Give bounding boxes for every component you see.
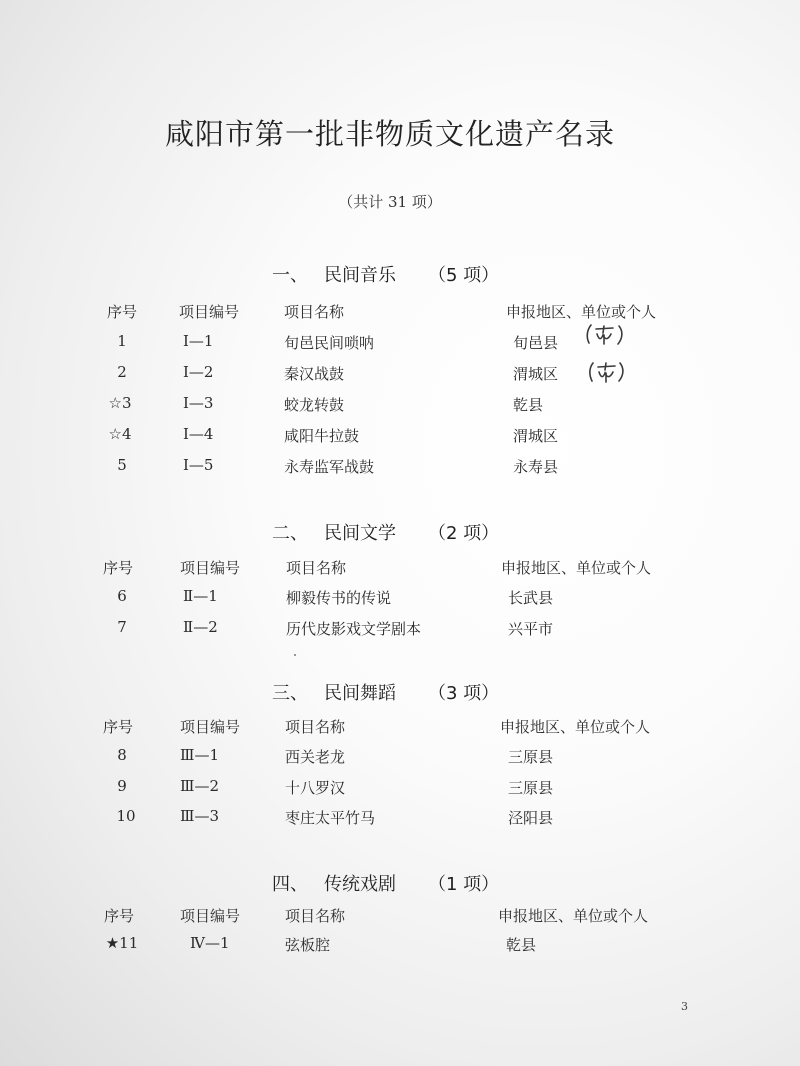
section-number: 三、 bbox=[272, 683, 308, 704]
row-seq: 1 bbox=[117, 332, 127, 350]
table-row bbox=[0, 746, 800, 768]
row-seq: 9 bbox=[117, 777, 127, 795]
row-code: Ⅰ—1 bbox=[183, 332, 214, 350]
row-region: 三原县 bbox=[508, 748, 554, 766]
row-name: 秦汉战鼓 bbox=[284, 365, 345, 383]
section-count: （1 项） bbox=[428, 874, 500, 895]
header-region: 申报地区、单位或个人 bbox=[506, 303, 657, 321]
section-number: 二、 bbox=[272, 523, 308, 544]
row-seq: ☆3 bbox=[108, 394, 132, 412]
row-seq: 8 bbox=[117, 746, 127, 764]
table-row bbox=[0, 332, 800, 354]
row-seq: 10 bbox=[116, 807, 136, 825]
row-name: 蛟龙转鼓 bbox=[284, 396, 345, 414]
row-region: 渭城区 bbox=[513, 365, 559, 383]
table-row bbox=[0, 456, 800, 478]
column-header-row bbox=[0, 301, 800, 323]
section-name: 民间文学 bbox=[324, 523, 396, 544]
row-code: Ⅲ—3 bbox=[180, 807, 220, 825]
row-name: 旬邑民间唢呐 bbox=[284, 334, 375, 352]
header-region: 申报地区、单位或个人 bbox=[501, 559, 652, 577]
section-heading bbox=[272, 870, 499, 896]
section-heading bbox=[272, 519, 499, 545]
row-seq: 6 bbox=[117, 587, 127, 605]
table-row bbox=[0, 618, 800, 640]
row-code: Ⅳ—1 bbox=[190, 934, 230, 952]
row-code: Ⅰ—4 bbox=[183, 425, 214, 443]
document-title: 咸阳市第一批非物质文化遗产名录 bbox=[164, 117, 615, 151]
section-number: 四、 bbox=[272, 874, 308, 895]
table-row bbox=[0, 777, 800, 799]
row-seq: ☆4 bbox=[108, 425, 132, 443]
row-code: Ⅲ—2 bbox=[180, 777, 220, 795]
section-count: （3 项） bbox=[428, 683, 500, 704]
header-seq: 序号 bbox=[102, 559, 133, 577]
handwritten-mark bbox=[583, 322, 631, 348]
row-code: Ⅰ—3 bbox=[183, 394, 214, 412]
section-heading bbox=[272, 679, 499, 705]
table-row bbox=[0, 807, 800, 829]
table-row bbox=[0, 394, 800, 416]
row-name: 弦板腔 bbox=[285, 936, 331, 954]
section-name: 民间音乐 bbox=[324, 265, 396, 286]
header-region: 申报地区、单位或个人 bbox=[498, 907, 649, 925]
row-name: 十八罗汉 bbox=[285, 779, 346, 797]
row-region: 三原县 bbox=[508, 779, 554, 797]
row-region: 泾阳县 bbox=[508, 809, 554, 827]
section-name: 民间舞蹈 bbox=[324, 683, 396, 704]
row-region: 渭城区 bbox=[513, 427, 559, 445]
row-region: 乾县 bbox=[506, 936, 537, 954]
table-row bbox=[0, 587, 800, 609]
document-subtitle: （共计 31 项） bbox=[338, 193, 442, 211]
row-code: Ⅱ—2 bbox=[183, 618, 218, 636]
row-name: 柳毅传书的传说 bbox=[286, 589, 392, 607]
handwritten-mark bbox=[586, 359, 634, 385]
header-region: 申报地区、单位或个人 bbox=[500, 718, 651, 736]
header-name: 项目名称 bbox=[284, 303, 345, 321]
table-row bbox=[0, 934, 800, 956]
table-row bbox=[0, 425, 800, 447]
row-code: Ⅲ—1 bbox=[180, 746, 220, 764]
speck bbox=[294, 654, 296, 656]
column-header-row bbox=[0, 557, 800, 579]
row-seq: 5 bbox=[117, 456, 127, 474]
header-code: 项目编号 bbox=[180, 718, 241, 736]
header-code: 项目编号 bbox=[180, 907, 241, 925]
column-header-row bbox=[0, 716, 800, 738]
row-seq: 7 bbox=[117, 618, 127, 636]
section-number: 一、 bbox=[272, 265, 308, 286]
section-count: （2 项） bbox=[428, 523, 500, 544]
header-name: 项目名称 bbox=[285, 907, 346, 925]
header-seq: 序号 bbox=[106, 303, 137, 321]
row-region: 长武县 bbox=[508, 589, 554, 607]
row-seq: 2 bbox=[117, 363, 127, 381]
header-code: 项目编号 bbox=[180, 559, 241, 577]
page-number: 3 bbox=[681, 1000, 688, 1013]
row-region: 乾县 bbox=[513, 396, 544, 414]
header-name: 项目名称 bbox=[286, 559, 347, 577]
row-code: Ⅰ—5 bbox=[183, 456, 214, 474]
row-name: 枣庄太平竹马 bbox=[285, 809, 376, 827]
row-region: 永寿县 bbox=[513, 458, 559, 476]
section-name: 传统戏剧 bbox=[324, 874, 396, 895]
row-code: Ⅱ—1 bbox=[183, 587, 218, 605]
row-code: Ⅰ—2 bbox=[183, 363, 214, 381]
column-header-row bbox=[0, 905, 800, 927]
table-row bbox=[0, 363, 800, 385]
row-name: 历代皮影戏文学剧本 bbox=[286, 620, 422, 638]
row-region: 兴平市 bbox=[508, 620, 554, 638]
row-seq: ★11 bbox=[105, 934, 139, 952]
row-name: 咸阳牛拉鼓 bbox=[284, 427, 360, 445]
row-region: 旬邑县 bbox=[513, 334, 559, 352]
row-name: 永寿监军战鼓 bbox=[284, 458, 375, 476]
row-name: 西关老龙 bbox=[285, 748, 346, 766]
header-seq: 序号 bbox=[102, 718, 133, 736]
header-code: 项目编号 bbox=[179, 303, 240, 321]
section-heading bbox=[272, 261, 499, 287]
header-name: 项目名称 bbox=[285, 718, 346, 736]
section-count: （5 项） bbox=[428, 265, 500, 286]
header-seq: 序号 bbox=[103, 907, 134, 925]
